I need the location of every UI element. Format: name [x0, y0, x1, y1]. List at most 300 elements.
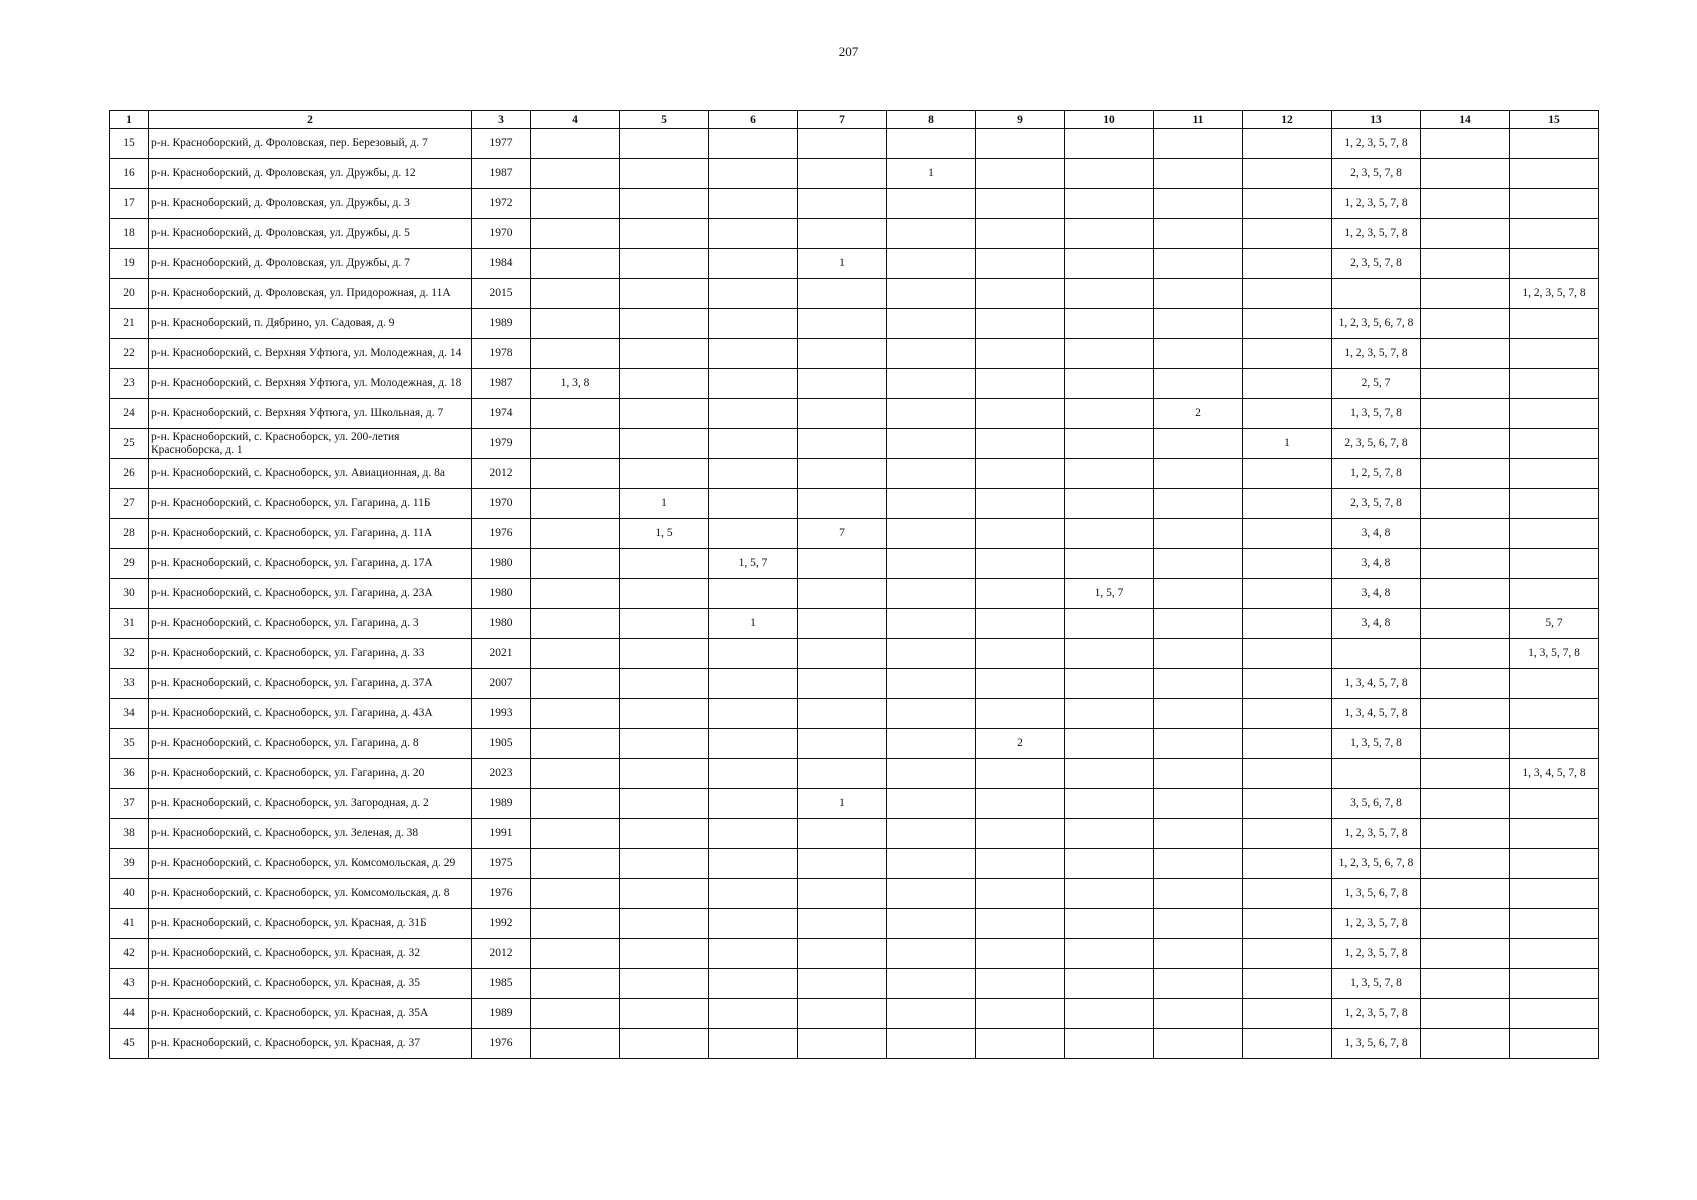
- table-cell: [1510, 159, 1599, 189]
- address-cell: р-н. Красноборский, д. Фроловская, ул. Придорожная, д. 11А: [149, 279, 472, 309]
- table-cell: 5, 7: [1510, 609, 1599, 639]
- address-cell: р-н. Красноборский, с. Красноборск, ул. Гагарина, д. 20: [149, 759, 472, 789]
- table-cell: [1243, 909, 1332, 939]
- table-cell: [709, 699, 798, 729]
- address-cell: р-н. Красноборский, с. Красноборск, ул. Комсомольская, д. 29: [149, 849, 472, 879]
- year-cell: 1975: [472, 849, 531, 879]
- table-cell: [620, 129, 709, 159]
- table-cell: [1510, 399, 1599, 429]
- table-cell: [887, 969, 976, 999]
- address-cell: р-н. Красноборский, д. Фроловская, ул. Дружбы, д. 3: [149, 189, 472, 219]
- table-cell: [1065, 549, 1154, 579]
- table-cell: [887, 879, 976, 909]
- table-cell: [1243, 999, 1332, 1029]
- table-cell: [887, 369, 976, 399]
- table-cell: [709, 819, 798, 849]
- table-cell: [1243, 309, 1332, 339]
- table-cell: [1065, 429, 1154, 459]
- table-cell: [1065, 849, 1154, 879]
- table-cell: [1332, 759, 1421, 789]
- table-cell: [1154, 549, 1243, 579]
- table-cell: [531, 759, 620, 789]
- year-cell: 1989: [472, 789, 531, 819]
- table-cell: 3, 4, 8: [1332, 519, 1421, 549]
- table-cell: 1, 3, 5, 7, 8: [1510, 639, 1599, 669]
- table-cell: [798, 909, 887, 939]
- table-cell: 1, 3, 5, 7, 8: [1332, 399, 1421, 429]
- table-cell: [976, 819, 1065, 849]
- table-cell: [1510, 849, 1599, 879]
- table-cell: 1, 3, 5, 7, 8: [1332, 729, 1421, 759]
- table-cell: [976, 459, 1065, 489]
- table-cell: [1243, 519, 1332, 549]
- table-cell: 1: [798, 789, 887, 819]
- year-cell: 1976: [472, 879, 531, 909]
- table-cell: [620, 759, 709, 789]
- table-cell: 2, 3, 5, 7, 8: [1332, 489, 1421, 519]
- table-cell: [709, 369, 798, 399]
- table-cell: [1065, 909, 1154, 939]
- table-cell: [709, 129, 798, 159]
- table-cell: [1154, 429, 1243, 459]
- table-cell: [798, 849, 887, 879]
- table-cell: [976, 969, 1065, 999]
- table-cell: [531, 219, 620, 249]
- table-cell: [1243, 1029, 1332, 1059]
- row-number-cell: 29: [110, 549, 149, 579]
- table-cell: [798, 969, 887, 999]
- table-cell: [1510, 909, 1599, 939]
- table-cell: 2, 3, 5, 7, 8: [1332, 159, 1421, 189]
- column-header: 5: [620, 111, 709, 129]
- table-cell: [1510, 999, 1599, 1029]
- table-cell: 7: [798, 519, 887, 549]
- table-cell: [1243, 549, 1332, 579]
- table-cell: [1421, 789, 1510, 819]
- table-cell: [1154, 1029, 1243, 1059]
- row-number-cell: 38: [110, 819, 149, 849]
- table-cell: [1510, 219, 1599, 249]
- table-cell: [798, 699, 887, 729]
- address-cell: р-н. Красноборский, п. Дябрино, ул. Садовая, д. 9: [149, 309, 472, 339]
- table-cell: [709, 279, 798, 309]
- table-cell: [620, 999, 709, 1029]
- table-cell: 1, 2, 3, 5, 7, 8: [1332, 219, 1421, 249]
- table-cell: [531, 339, 620, 369]
- table-cell: [531, 309, 620, 339]
- table-cell: [1154, 249, 1243, 279]
- table-cell: [976, 999, 1065, 1029]
- table-cell: [1421, 1029, 1510, 1059]
- table-row: [110, 939, 1599, 969]
- table-cell: [798, 729, 887, 759]
- column-header: 2: [149, 111, 472, 129]
- table-cell: [1154, 669, 1243, 699]
- table-cell: [531, 729, 620, 759]
- table-cell: [976, 429, 1065, 459]
- table-cell: [1154, 759, 1243, 789]
- table-body: [110, 129, 1599, 1059]
- table-cell: [620, 219, 709, 249]
- table-cell: [709, 939, 798, 969]
- row-number-cell: 37: [110, 789, 149, 819]
- table-cell: [1154, 369, 1243, 399]
- table-cell: [1510, 189, 1599, 219]
- table-row: [110, 819, 1599, 849]
- table-row: [110, 339, 1599, 369]
- table-cell: 1, 3, 4, 5, 7, 8: [1332, 669, 1421, 699]
- address-cell: р-н. Красноборский, с. Красноборск, ул. Гагарина, д. 11А: [149, 519, 472, 549]
- table-cell: [1243, 339, 1332, 369]
- table-cell: [1065, 189, 1154, 219]
- table-cell: [531, 489, 620, 519]
- address-cell: р-н. Красноборский, с. Красноборск, ул. Гагарина, д. 37А: [149, 669, 472, 699]
- table-cell: [1154, 129, 1243, 159]
- table-cell: [887, 699, 976, 729]
- address-cell: р-н. Красноборский, с. Красноборск, ул. Авиационная, д. 8а: [149, 459, 472, 489]
- table-cell: [976, 879, 1065, 909]
- table-header-row: [110, 111, 1599, 129]
- table-cell: [1065, 219, 1154, 249]
- table-cell: [709, 519, 798, 549]
- table-cell: [1154, 999, 1243, 1029]
- table-cell: [531, 519, 620, 549]
- table-cell: [887, 759, 976, 789]
- table-cell: [887, 609, 976, 639]
- table-cell: [887, 849, 976, 879]
- column-header: 8: [887, 111, 976, 129]
- table-cell: [620, 669, 709, 699]
- table-cell: [709, 639, 798, 669]
- address-cell: р-н. Красноборский, с. Красноборск, ул. Комсомольская, д. 8: [149, 879, 472, 909]
- table-cell: [531, 159, 620, 189]
- address-cell: р-н. Красноборский, с. Верхняя Уфтюга, ул. Молодежная, д. 14: [149, 339, 472, 369]
- year-cell: 1991: [472, 819, 531, 849]
- row-number-cell: 34: [110, 699, 149, 729]
- table-row: [110, 249, 1599, 279]
- table-cell: [887, 729, 976, 759]
- row-number-cell: 21: [110, 309, 149, 339]
- table-cell: [620, 819, 709, 849]
- table-cell: 1: [887, 159, 976, 189]
- table-cell: [1154, 879, 1243, 909]
- table-cell: [1243, 639, 1332, 669]
- row-number-cell: 19: [110, 249, 149, 279]
- table-row: [110, 669, 1599, 699]
- table-cell: [1243, 459, 1332, 489]
- table-cell: [709, 579, 798, 609]
- table-cell: [1243, 249, 1332, 279]
- row-number-cell: 27: [110, 489, 149, 519]
- table-cell: [1243, 699, 1332, 729]
- table-cell: [1065, 159, 1154, 189]
- address-cell: р-н. Красноборский, с. Красноборск, ул. Гагарина, д. 3: [149, 609, 472, 639]
- table-cell: [709, 489, 798, 519]
- table-cell: [887, 219, 976, 249]
- table-cell: [1510, 339, 1599, 369]
- column-header: 6: [709, 111, 798, 129]
- table-cell: [887, 669, 976, 699]
- table-cell: [798, 129, 887, 159]
- table-cell: [1421, 819, 1510, 849]
- address-cell: р-н. Красноборский, д. Фроловская, пер. Березовый, д. 7: [149, 129, 472, 159]
- year-cell: 1976: [472, 519, 531, 549]
- table-cell: [798, 279, 887, 309]
- table-row: [110, 549, 1599, 579]
- table-cell: [531, 189, 620, 219]
- table-cell: 3, 4, 8: [1332, 549, 1421, 579]
- row-number-cell: 31: [110, 609, 149, 639]
- table-cell: [798, 429, 887, 459]
- table-cell: 2, 5, 7: [1332, 369, 1421, 399]
- table-cell: [1421, 129, 1510, 159]
- table-cell: [887, 189, 976, 219]
- table-cell: [620, 729, 709, 759]
- table-cell: 1, 5: [620, 519, 709, 549]
- table-cell: [798, 339, 887, 369]
- table-cell: [1065, 639, 1154, 669]
- table-cell: [1421, 879, 1510, 909]
- table-cell: [887, 429, 976, 459]
- table-row: [110, 129, 1599, 159]
- column-header: 13: [1332, 111, 1421, 129]
- table-cell: 1, 2, 3, 5, 7, 8: [1510, 279, 1599, 309]
- table-cell: [1154, 189, 1243, 219]
- table-cell: [531, 789, 620, 819]
- table-cell: [976, 189, 1065, 219]
- address-cell: р-н. Красноборский, с. Красноборск, ул. Красная, д. 35: [149, 969, 472, 999]
- table-cell: [1154, 969, 1243, 999]
- table-cell: 1, 2, 3, 5, 7, 8: [1332, 189, 1421, 219]
- address-cell: р-н. Красноборский, с. Красноборск, ул. Гагарина, д. 23А: [149, 579, 472, 609]
- table-cell: 1, 2, 3, 5, 6, 7, 8: [1332, 309, 1421, 339]
- table-cell: [887, 999, 976, 1029]
- table-row: [110, 519, 1599, 549]
- table-cell: [887, 489, 976, 519]
- table-cell: [976, 789, 1065, 819]
- table-cell: [620, 309, 709, 339]
- table-cell: [798, 639, 887, 669]
- table-cell: [1243, 669, 1332, 699]
- column-header: 9: [976, 111, 1065, 129]
- column-header: 1: [110, 111, 149, 129]
- table-cell: [1510, 729, 1599, 759]
- table-cell: 1: [1243, 429, 1332, 459]
- table-cell: [1154, 909, 1243, 939]
- column-header: 7: [798, 111, 887, 129]
- table-cell: [1421, 489, 1510, 519]
- table-cell: 2: [1154, 399, 1243, 429]
- year-cell: 2021: [472, 639, 531, 669]
- table-cell: 3, 5, 6, 7, 8: [1332, 789, 1421, 819]
- table-row: [110, 579, 1599, 609]
- table-cell: 3, 4, 8: [1332, 609, 1421, 639]
- table-cell: [531, 609, 620, 639]
- table-cell: [1421, 249, 1510, 279]
- table-cell: 1, 2, 5, 7, 8: [1332, 459, 1421, 489]
- table-cell: [887, 249, 976, 279]
- table-cell: [976, 399, 1065, 429]
- table-cell: [1332, 639, 1421, 669]
- table-cell: [709, 849, 798, 879]
- table-cell: [798, 399, 887, 429]
- table-cell: [1154, 219, 1243, 249]
- table-cell: [1243, 219, 1332, 249]
- address-cell: р-н. Красноборский, с. Верхняя Уфтюга, ул. Школьная, д. 7: [149, 399, 472, 429]
- table-cell: [1154, 819, 1243, 849]
- table-cell: [531, 129, 620, 159]
- table-cell: [1510, 879, 1599, 909]
- table-row: [110, 369, 1599, 399]
- year-cell: 1905: [472, 729, 531, 759]
- table-cell: [1243, 129, 1332, 159]
- table-cell: [1243, 939, 1332, 969]
- table-cell: [887, 639, 976, 669]
- table-cell: [1154, 789, 1243, 819]
- table-cell: [1510, 129, 1599, 159]
- table-cell: [1510, 489, 1599, 519]
- table-cell: [1065, 939, 1154, 969]
- table-cell: [620, 279, 709, 309]
- table-cell: [1421, 429, 1510, 459]
- table-cell: [620, 789, 709, 819]
- year-cell: 2012: [472, 939, 531, 969]
- table-cell: [531, 249, 620, 279]
- address-cell: р-н. Красноборский, д. Фроловская, ул. Дружбы, д. 7: [149, 249, 472, 279]
- address-cell: р-н. Красноборский, с. Красноборск, ул. Зеленая, д. 38: [149, 819, 472, 849]
- table-row: [110, 489, 1599, 519]
- table-cell: [1510, 519, 1599, 549]
- table-cell: [887, 549, 976, 579]
- table-cell: [531, 879, 620, 909]
- table-cell: [798, 579, 887, 609]
- table-row: [110, 909, 1599, 939]
- row-number-cell: 45: [110, 1029, 149, 1059]
- table-cell: [620, 1029, 709, 1059]
- table-cell: [798, 819, 887, 849]
- year-cell: 2015: [472, 279, 531, 309]
- table-cell: [531, 669, 620, 699]
- table-cell: [620, 969, 709, 999]
- column-header: 12: [1243, 111, 1332, 129]
- table-row: [110, 969, 1599, 999]
- table-cell: [531, 699, 620, 729]
- table-cell: [1243, 879, 1332, 909]
- table-cell: [1154, 519, 1243, 549]
- table-cell: [531, 969, 620, 999]
- table-cell: [531, 819, 620, 849]
- table-cell: [1510, 969, 1599, 999]
- table-cell: [1154, 309, 1243, 339]
- table-cell: [1065, 789, 1154, 819]
- table-cell: [976, 939, 1065, 969]
- table-cell: [531, 579, 620, 609]
- table-cell: [709, 339, 798, 369]
- address-cell: р-н. Красноборский, с. Красноборск, ул. Гагарина, д. 17А: [149, 549, 472, 579]
- table-cell: [798, 369, 887, 399]
- table-cell: [798, 1029, 887, 1059]
- table-cell: [620, 699, 709, 729]
- table-cell: [709, 309, 798, 339]
- table-cell: [709, 879, 798, 909]
- year-cell: 1980: [472, 579, 531, 609]
- table-cell: [1510, 459, 1599, 489]
- table-cell: [976, 909, 1065, 939]
- table-cell: [709, 429, 798, 459]
- table-cell: [1421, 969, 1510, 999]
- table-cell: [887, 279, 976, 309]
- table-cell: [1421, 279, 1510, 309]
- table-cell: [1243, 159, 1332, 189]
- table-cell: 2, 3, 5, 6, 7, 8: [1332, 429, 1421, 459]
- row-number-cell: 17: [110, 189, 149, 219]
- table-cell: [1243, 759, 1332, 789]
- table-cell: [620, 909, 709, 939]
- table-cell: [1243, 609, 1332, 639]
- year-cell: 1992: [472, 909, 531, 939]
- table-row: [110, 159, 1599, 189]
- table-cell: 1: [709, 609, 798, 639]
- table-cell: [1243, 399, 1332, 429]
- table-cell: [709, 969, 798, 999]
- table-cell: [1421, 729, 1510, 759]
- year-cell: 2007: [472, 669, 531, 699]
- table-cell: [1332, 279, 1421, 309]
- table-row: [110, 879, 1599, 909]
- table-cell: [1154, 489, 1243, 519]
- table-cell: [1154, 939, 1243, 969]
- table-cell: [1421, 609, 1510, 639]
- table-cell: [976, 369, 1065, 399]
- row-number-cell: 39: [110, 849, 149, 879]
- table-cell: 1, 2, 3, 5, 7, 8: [1332, 939, 1421, 969]
- table-cell: [976, 249, 1065, 279]
- table-cell: [1065, 699, 1154, 729]
- row-number-cell: 32: [110, 639, 149, 669]
- table-cell: 1, 2, 3, 5, 7, 8: [1332, 819, 1421, 849]
- table-cell: [709, 669, 798, 699]
- table-cell: [1421, 459, 1510, 489]
- table-cell: [1065, 609, 1154, 639]
- table-cell: [887, 939, 976, 969]
- address-cell: р-н. Красноборский, с. Красноборск, ул. Загородная, д. 2: [149, 789, 472, 819]
- table-cell: [887, 579, 976, 609]
- table-cell: [1421, 309, 1510, 339]
- table-cell: [1421, 909, 1510, 939]
- table-cell: [709, 909, 798, 939]
- table-cell: [1421, 219, 1510, 249]
- year-cell: 1970: [472, 489, 531, 519]
- table-cell: [1065, 969, 1154, 999]
- table-cell: [709, 189, 798, 219]
- table-cell: 1, 3, 5, 7, 8: [1332, 969, 1421, 999]
- year-cell: 1978: [472, 339, 531, 369]
- table-cell: [976, 279, 1065, 309]
- row-number-cell: 43: [110, 969, 149, 999]
- table-row: [110, 279, 1599, 309]
- table-cell: [1510, 699, 1599, 729]
- year-cell: 1989: [472, 309, 531, 339]
- table-cell: [1154, 609, 1243, 639]
- table-cell: [620, 459, 709, 489]
- address-cell: р-н. Красноборский, с. Красноборск, ул. Гагарина, д. 43А: [149, 699, 472, 729]
- table-cell: [976, 549, 1065, 579]
- address-cell: р-н. Красноборский, с. Красноборск, ул. Красная, д. 37: [149, 1029, 472, 1059]
- column-header: 4: [531, 111, 620, 129]
- table-cell: [709, 759, 798, 789]
- table-cell: [531, 1029, 620, 1059]
- table-cell: [620, 399, 709, 429]
